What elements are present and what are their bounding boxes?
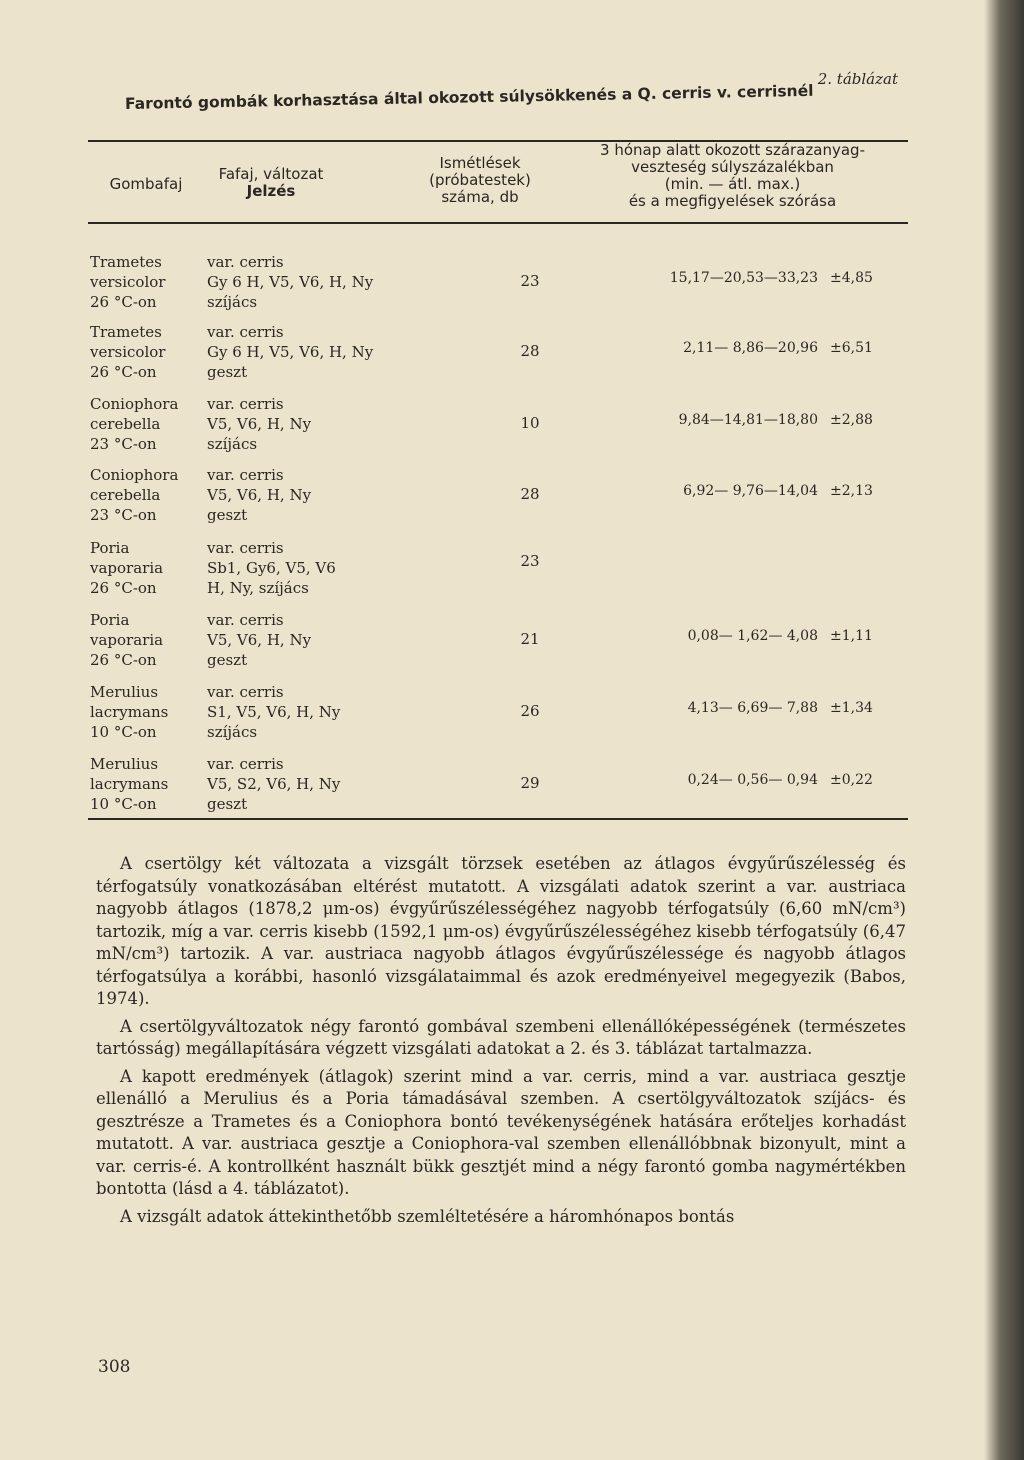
wood-part: geszt bbox=[207, 795, 248, 813]
table-row bbox=[90, 322, 910, 382]
range-cell: 0,08— 1,62— 4,08 bbox=[687, 628, 818, 644]
fungus-temp: 23 °C-on bbox=[90, 506, 157, 524]
header-ismetlesek-line2: (próbatestek) bbox=[429, 171, 531, 189]
wood-cell bbox=[207, 322, 457, 382]
table-row bbox=[90, 610, 910, 670]
fungus-genus: Trametes bbox=[90, 253, 162, 271]
fungus-cell bbox=[90, 322, 205, 382]
wood-part: geszt bbox=[207, 651, 248, 669]
count-cell: 23 bbox=[520, 272, 540, 290]
wood-variety: var. cerris bbox=[207, 323, 284, 341]
paragraph: A csertölgyváltozatok négy farontó gombával szembeni ellenállóképességének (természetes tartósság) megállapítására végzett vizsgálati adatokat a 2. és 3. táblázat tartalmazza. bbox=[96, 1016, 906, 1058]
table-row bbox=[90, 682, 910, 742]
header-ismetlesek-line3: száma, db bbox=[441, 188, 519, 206]
fungus-genus: Poria bbox=[90, 611, 130, 629]
wood-cell bbox=[207, 754, 457, 814]
table-row bbox=[90, 538, 910, 598]
sd-cell: ±4,85 bbox=[830, 270, 873, 286]
wood-variety: var. cerris bbox=[207, 611, 284, 629]
sd-cell: ±2,13 bbox=[830, 483, 873, 499]
fungus-species: versicolor bbox=[90, 273, 166, 291]
fungus-species: cerebella bbox=[90, 415, 161, 433]
table-row bbox=[90, 754, 910, 814]
wood-variety: var. cerris bbox=[207, 539, 284, 557]
header-veszteseg-line1: 3 hónap alatt okozott szárazanyag- bbox=[600, 141, 865, 159]
count-cell: 29 bbox=[520, 774, 540, 792]
wood-code: S1, V5, V6, H, Ny bbox=[207, 703, 341, 721]
count-cell: 10 bbox=[520, 414, 540, 432]
header-ismetlesek-line1: Ismétlések bbox=[439, 154, 521, 172]
fungus-cell bbox=[90, 610, 205, 670]
sd-cell: ±1,11 bbox=[830, 628, 873, 644]
fungus-cell bbox=[90, 754, 205, 814]
wood-code: V5, V6, H, Ny bbox=[207, 486, 312, 504]
fungus-temp: 26 °C-on bbox=[90, 651, 157, 669]
wood-code: Gy 6 H, V5, V6, H, Ny bbox=[207, 273, 374, 291]
fungus-species: vaporaria bbox=[90, 631, 164, 649]
fungus-species: vaporaria bbox=[90, 559, 164, 577]
body-text bbox=[96, 853, 906, 1233]
sd-cell: ±2,88 bbox=[830, 412, 873, 428]
header-fafaj bbox=[196, 166, 346, 200]
wood-cell bbox=[207, 682, 457, 742]
wood-part: geszt bbox=[207, 506, 248, 524]
wood-part: szíjács bbox=[207, 723, 258, 741]
wood-cell bbox=[207, 610, 457, 670]
page-edge-shadow bbox=[984, 0, 1024, 1460]
fungus-genus: Coniophora bbox=[90, 466, 179, 484]
header-veszteseg-line2: veszteség súlyszázalékban bbox=[631, 158, 834, 176]
page-number: 308 bbox=[98, 1357, 131, 1377]
sd-cell: ±6,51 bbox=[830, 340, 873, 356]
range-cell: 2,11— 8,86—20,96 bbox=[683, 340, 818, 356]
fungus-genus: Coniophora bbox=[90, 395, 179, 413]
wood-variety: var. cerris bbox=[207, 395, 284, 413]
table-row bbox=[90, 394, 910, 454]
count-cell: 21 bbox=[520, 630, 540, 648]
range-cell: 0,24— 0,56— 0,94 bbox=[687, 772, 818, 788]
fungus-species: lacrymans bbox=[90, 703, 169, 721]
fungus-genus: Merulius bbox=[90, 755, 159, 773]
header-veszteseg-line3: (min. — átl. max.) bbox=[664, 175, 801, 193]
fungus-genus: Trametes bbox=[90, 323, 162, 341]
range-cell: 9,84—14,81—18,80 bbox=[678, 412, 818, 428]
fungus-temp: 23 °C-on bbox=[90, 435, 157, 453]
wood-cell bbox=[207, 252, 457, 312]
paragraph: A csertölgy két változata a vizsgált törzsek esetében az átlagos évgyűrűszélesség és térfogatsúly vonatkozásában eltérést mutatott. A vizsgálati adatok szerint a var. austriaca nagyobb átlagos (1878,2 μm-os) évgyűrűszélességéhez nagyobb térfogatsúly (6,60 mN/cm³) tartozik, míg a var. cerris kisebb (1592,1 μm-os) évgyűrűszélességéhez kisebb térfogatsúly (6,47 mN/cm³) tartozik. A var. austriaca nagyobb átlagos évgyűrűszélessége és nagyobb átlagos térfogatsúlya a korábbi, hasonló vizsgálataimmal és azok eredményeivel megegyezik (Babos, 1974). bbox=[96, 854, 906, 1008]
count-cell: 28 bbox=[520, 485, 540, 503]
fungus-temp: 10 °C-on bbox=[90, 723, 157, 741]
wood-code: V5, V6, H, Ny bbox=[207, 415, 312, 433]
fungus-cell bbox=[90, 682, 205, 742]
wood-cell bbox=[207, 394, 457, 454]
count-cell: 28 bbox=[520, 342, 540, 360]
sd-cell: ±0,22 bbox=[830, 772, 873, 788]
fungus-species: versicolor bbox=[90, 343, 166, 361]
fungus-temp: 10 °C-on bbox=[90, 795, 157, 813]
table-label: 2. táblázat bbox=[817, 70, 898, 88]
fungus-cell bbox=[90, 252, 205, 312]
table-row bbox=[90, 252, 910, 312]
range-cell: 4,13— 6,69— 7,88 bbox=[687, 700, 818, 716]
header-bottom-rule bbox=[88, 222, 908, 224]
header-veszteseg-line4: és a megfigyelések szórása bbox=[628, 192, 837, 210]
header-fafaj-line1: Fafaj, változat bbox=[218, 165, 324, 183]
wood-code: V5, S2, V6, H, Ny bbox=[207, 775, 341, 793]
wood-variety: var. cerris bbox=[207, 755, 284, 773]
range-cell: 15,17—20,53—33,23 bbox=[669, 270, 818, 286]
count-cell: 26 bbox=[520, 702, 540, 720]
fungus-cell bbox=[90, 465, 205, 525]
wood-variety: var. cerris bbox=[207, 683, 284, 701]
header-veszteseg bbox=[560, 142, 905, 210]
header-gombafaj: Gombafaj bbox=[109, 175, 183, 193]
header-jelzes: Jelzés bbox=[246, 182, 296, 200]
count-cell: 23 bbox=[520, 552, 540, 570]
fungus-temp: 26 °C-on bbox=[90, 293, 157, 311]
wood-part: geszt bbox=[207, 363, 248, 381]
wood-code: Sb1, Gy6, V5, V6 bbox=[207, 559, 336, 577]
table-title: Farontó gombák korhasztása által okozott súlysökkenés a Q. cerris v. cerrisnél bbox=[124, 81, 814, 113]
fungus-cell bbox=[90, 394, 205, 454]
range-cell: 6,92— 9,76—14,04 bbox=[683, 483, 818, 499]
wood-code: Gy 6 H, V5, V6, H, Ny bbox=[207, 343, 374, 361]
fungus-species: cerebella bbox=[90, 486, 161, 504]
fungus-genus: Poria bbox=[90, 539, 130, 557]
wood-variety: var. cerris bbox=[207, 253, 284, 271]
fungus-temp: 26 °C-on bbox=[90, 363, 157, 381]
paragraph: A vizsgált adatok áttekinthetőbb szemléltetésére a háromhónapos bontás bbox=[120, 1206, 735, 1226]
header-ismetlesek bbox=[405, 155, 555, 206]
fungus-genus: Merulius bbox=[90, 683, 159, 701]
wood-code: V5, V6, H, Ny bbox=[207, 631, 312, 649]
fungus-cell bbox=[90, 538, 205, 598]
wood-cell bbox=[207, 538, 457, 598]
wood-cell bbox=[207, 465, 457, 525]
sd-cell: ±1,34 bbox=[830, 700, 873, 716]
paragraph: A kapott eredmények (átlagok) szerint mind a var. cerris, mind a var. austriaca gesztje ellenálló a Merulius és a Poria támadásával szemben. A csertölgyváltozatok szíjács- és gesztrésze a Trametes és a Coniophora bontó tevékenységének hatására erőteljes korhadást mutatott. A var. austriaca gesztje a Coniophora-val szemben ellenállóbbnak bizonyult, mint a var. cerris-é. A kontrollként használt bükk gesztjét mind a négy farontó gomba nagymértékben bontotta (lásd a 4. táblázatot). bbox=[96, 1066, 906, 1198]
wood-part: szíjács bbox=[207, 293, 258, 311]
wood-part: H, Ny, szíjács bbox=[207, 579, 309, 597]
wood-part: szíjács bbox=[207, 435, 258, 453]
wood-variety: var. cerris bbox=[207, 466, 284, 484]
fungus-temp: 26 °C-on bbox=[90, 579, 157, 597]
table-bottom-rule bbox=[88, 818, 908, 820]
fungus-species: lacrymans bbox=[90, 775, 169, 793]
table-row bbox=[90, 465, 910, 525]
